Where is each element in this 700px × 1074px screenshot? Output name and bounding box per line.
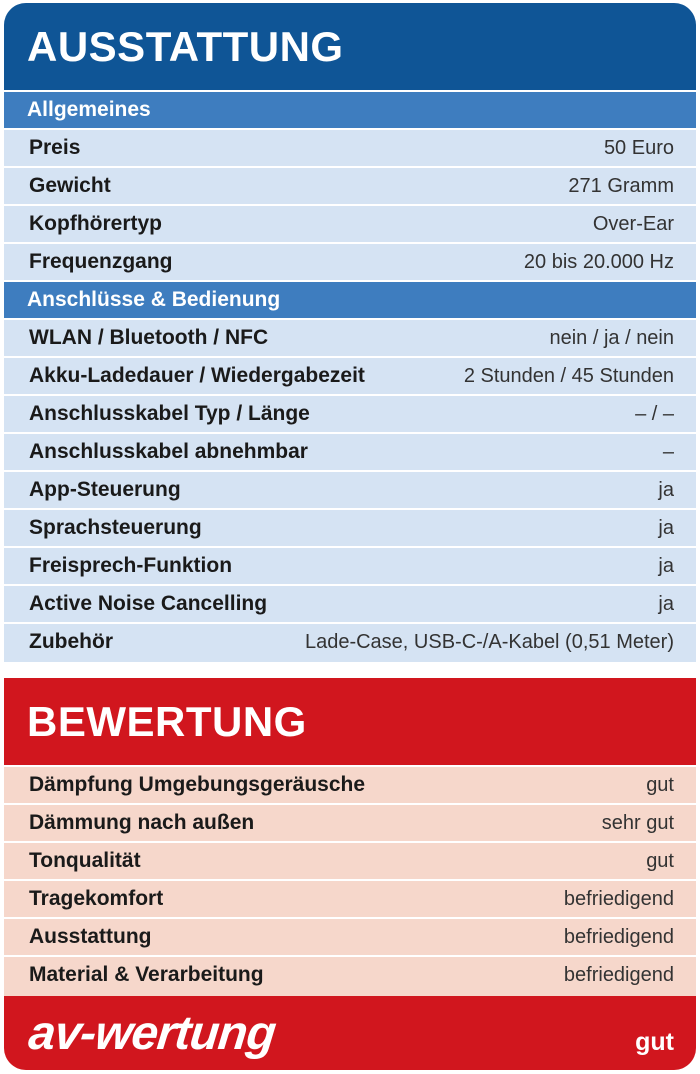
spec-value: Lade-Case, USB-C-/A-Kabel (0,51 Meter) — [304, 630, 674, 653]
rating-label: Tonqualität — [29, 849, 141, 872]
spec-label: Anschlusskabel Typ / Länge — [29, 402, 310, 425]
rating-label: Material & Verarbeitung — [29, 963, 264, 986]
bewertung-title: BEWERTUNG — [4, 678, 696, 765]
spec-row — [4, 432, 696, 470]
rating-value: gut — [646, 773, 674, 796]
spec-row — [4, 470, 696, 508]
spec-label: Freisprech-Funktion — [29, 554, 233, 577]
spec-row — [4, 622, 696, 660]
spec-value: ja — [658, 516, 674, 539]
spec-label: App-Steuerung — [29, 478, 181, 501]
spec-row — [4, 128, 696, 166]
spec-label: Anschlusskabel abnehmbar — [29, 440, 308, 463]
spec-value: ja — [658, 478, 674, 501]
spec-row — [4, 356, 696, 394]
spec-value: 50 Euro — [603, 136, 674, 159]
spec-row — [4, 166, 696, 204]
spec-label: Active Noise Cancelling — [29, 592, 268, 615]
spec-row — [4, 508, 696, 546]
spec-label: Gewicht — [29, 174, 111, 197]
spec-label: Zubehör — [29, 630, 113, 653]
rating-value: befriedigend — [563, 963, 674, 986]
ausstattung-panel — [4, 3, 696, 662]
spec-value: 271 Gramm — [568, 174, 674, 197]
bewertung-panel — [4, 678, 696, 1070]
spec-value: – — [662, 440, 674, 463]
rating-value: befriedigend — [563, 925, 674, 948]
spec-row — [4, 584, 696, 622]
spec-label: WLAN / Bluetooth / NFC — [29, 326, 269, 349]
section-heading-allgemeines: Allgemeines — [4, 90, 696, 128]
overall-verdict: gut — [635, 1027, 674, 1056]
spec-value: 20 bis 20.000 Hz — [523, 250, 674, 273]
ausstattung-title: AUSSTATTUNG — [4, 3, 696, 90]
spec-label: Akku-Ladedauer / Wiedergabezeit — [29, 364, 365, 387]
spec-row — [4, 546, 696, 584]
spec-label: Kopfhörertyp — [29, 212, 162, 235]
spec-row — [4, 394, 696, 432]
rating-row — [4, 841, 696, 879]
rating-row — [4, 879, 696, 917]
rating-row — [4, 917, 696, 955]
rating-label: Dämpfung Umgebungsgeräusche — [29, 773, 366, 796]
spec-row — [4, 242, 696, 280]
spec-value: 2 Stunden / 45 Stunden — [463, 364, 674, 387]
rating-value: sehr gut — [601, 811, 674, 834]
spec-row — [4, 204, 696, 242]
rating-label: Tragekomfort — [29, 887, 164, 910]
av-wertung-footer — [4, 996, 696, 1070]
spec-value: – / – — [635, 402, 674, 425]
spec-label: Frequenzgang — [29, 250, 173, 273]
section-heading-anschluesse: Anschlüsse & Bedienung — [4, 280, 696, 318]
rating-value: befriedigend — [563, 887, 674, 910]
rating-value: gut — [646, 849, 674, 872]
rating-row — [4, 955, 696, 993]
rating-row — [4, 765, 696, 803]
spec-value: ja — [658, 554, 674, 577]
spec-value: Over-Ear — [592, 212, 674, 235]
spec-label: Preis — [29, 136, 81, 159]
spec-value: nein / ja / nein — [549, 326, 674, 349]
spec-label: Sprachsteuerung — [29, 516, 202, 539]
av-wertung-logo: av-wertung — [26, 1006, 278, 1060]
spec-row — [4, 318, 696, 356]
rating-label: Dämmung nach außen — [29, 811, 255, 834]
spec-value: ja — [658, 592, 674, 615]
rating-row — [4, 803, 696, 841]
rating-label: Ausstattung — [29, 925, 152, 948]
